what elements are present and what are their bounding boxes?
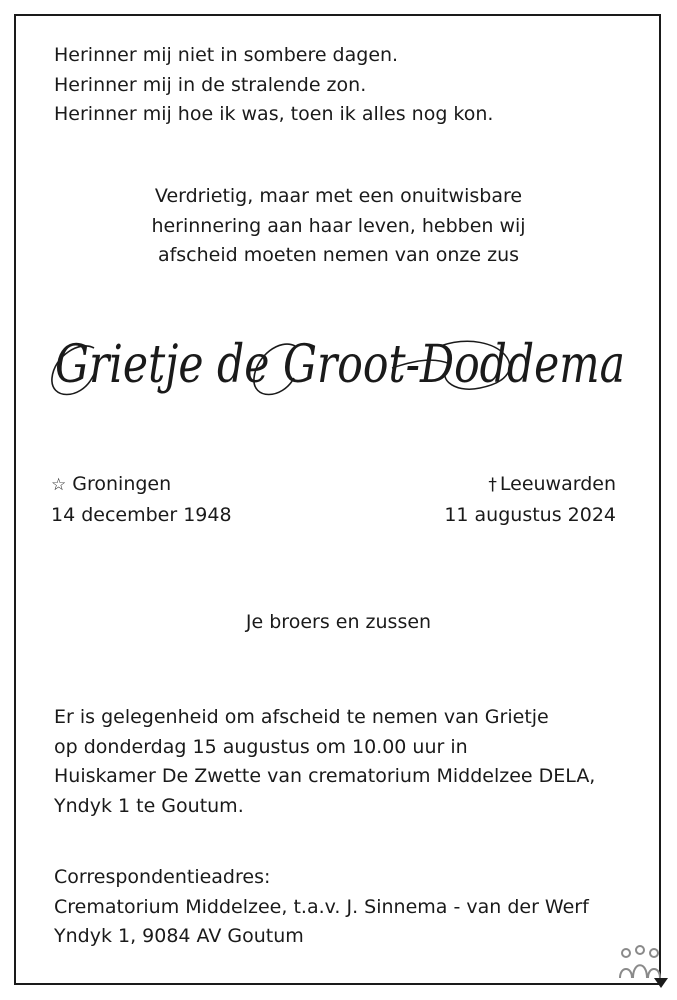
correspondence-line: Crematorium Middelzee, t.a.v. J. Sinnema - van der Werf	[54, 895, 589, 918]
star-icon: ☆	[51, 475, 67, 495]
poem-line: Herinner mij hoe ik was, toen ik alles nog kon.	[54, 103, 494, 125]
death-place: Leeuwarden	[499, 473, 616, 495]
family-signature	[0, 608, 677, 638]
death-date: 11 augustus 2024	[444, 503, 616, 526]
intro-line: afscheid moeten nemen van onze zus	[157, 244, 520, 266]
poem	[54, 41, 493, 130]
intro-text	[0, 182, 677, 271]
farewell-line: op donderdag 15 augustus om 10.00 uur in	[54, 735, 468, 758]
cross-icon: †	[488, 475, 497, 495]
death-details	[444, 470, 616, 530]
family-signature-text: Je broers en zussen	[245, 611, 432, 633]
farewell-line: Yndyk 1 te Goutum.	[54, 794, 244, 817]
farewell-line: Huiskamer De Zwette van crematorium Middelzee DELA,	[54, 765, 596, 787]
correspondence-address	[54, 863, 589, 952]
deceased-name-text: Grietje de Groot-Doddema	[55, 335, 625, 395]
intro-line: herinnering aan haar leven, hebben wij	[151, 214, 526, 237]
birth-date: 14 december 1948	[51, 503, 232, 526]
birth-details	[51, 470, 232, 530]
poem-line: Herinner mij niet in sombere dagen.	[54, 44, 399, 66]
farewell-line: Er is gelegenheid om afscheid te nemen van Grietje	[54, 706, 549, 728]
birth-place: Groningen	[72, 473, 172, 495]
intro-line: Verdrietig, maar met een onuitwisbare	[154, 185, 523, 207]
arrow-down-icon[interactable]	[653, 977, 669, 989]
poem-line: Herinner mij in de stralende zon.	[54, 73, 367, 96]
deceased-name	[40, 316, 640, 416]
farewell-information	[54, 703, 595, 821]
correspondence-line: Yndyk 1, 9084 AV Goutum	[54, 925, 304, 947]
correspondence-heading: Correspondentieadres:	[54, 866, 271, 888]
